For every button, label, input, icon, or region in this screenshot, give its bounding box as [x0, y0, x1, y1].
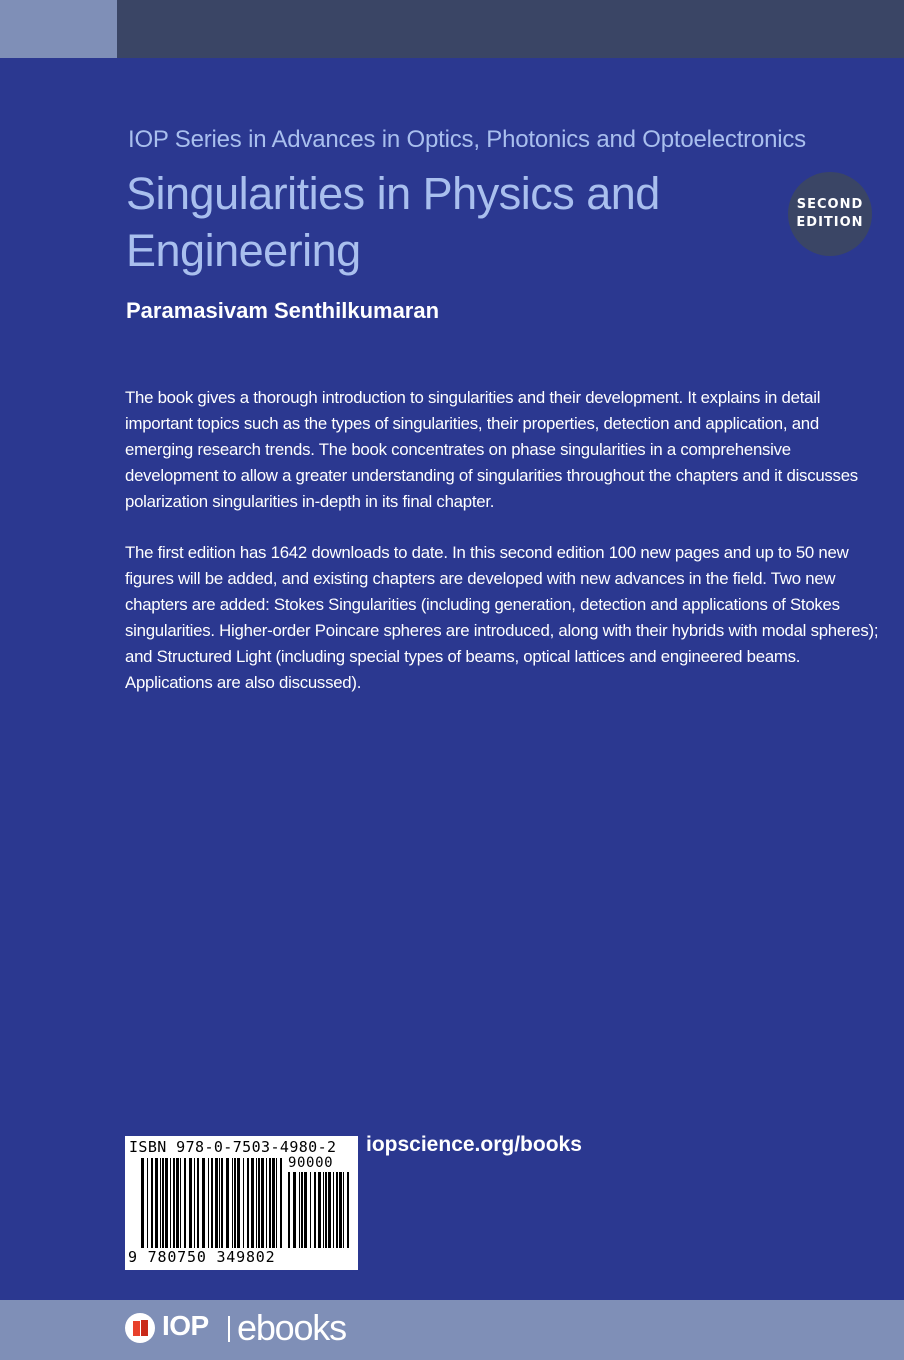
edition-badge [788, 172, 872, 256]
top-color-swatch [0, 0, 117, 58]
edition-badge-line2: EDITION [796, 215, 864, 230]
addon-barcode-bars-icon [288, 1172, 352, 1248]
iop-logo-icon [125, 1313, 155, 1343]
description-paragraph-2: The first edition has 1642 downloads to date. In this second edition 100 new pages and up to 50 new figures will be added, and existing chapters are developed with new advances in the field. Two new chapters are added: Stokes Singularities (including generation, detection and applications of Stokes singularities. Higher-order Poincare spheres are introduced, along with their hybrids with modal spheres); and Structured Light (including special types of beams, optical lattices and engineered beams. Applications are also discussed). [125, 543, 879, 692]
barcode-bars-icon [141, 1158, 283, 1248]
author-name: Paramasivam Senthilkumaran [126, 298, 440, 323]
book-title: Singularities in Physics and Engineering [126, 168, 660, 276]
series-name: IOP Series in Advances in Optics, Photonics and Optoelectronics [128, 126, 806, 153]
website-link[interactable]: iopscience.org/books [366, 1133, 582, 1156]
description-paragraph-1: The book gives a thorough introduction to singularities and their development. It explains in detail important topics such as the types of singularities, their properties, detection and application, and emerging research trends. The book concentrates on phase singularities in a comprehensive development to allow a greater understanding of singularities throughout the chapters and it discusses polarization singularities in-depth in its final chapter. [125, 388, 858, 511]
footer-band [0, 1300, 904, 1360]
isbn-label: ISBN 978-0-7503-4980-2 [129, 1138, 337, 1156]
isbn-barcode [125, 1136, 358, 1270]
footer-product: ebooks [237, 1307, 346, 1348]
footer-brand: IOP [162, 1310, 209, 1341]
edition-badge-line1: SECOND [796, 197, 864, 212]
price-code: 90000 [288, 1155, 334, 1171]
top-band [0, 0, 904, 58]
isbn-digits: 9 780750 349802 [128, 1248, 276, 1266]
footer-divider [228, 1316, 230, 1342]
